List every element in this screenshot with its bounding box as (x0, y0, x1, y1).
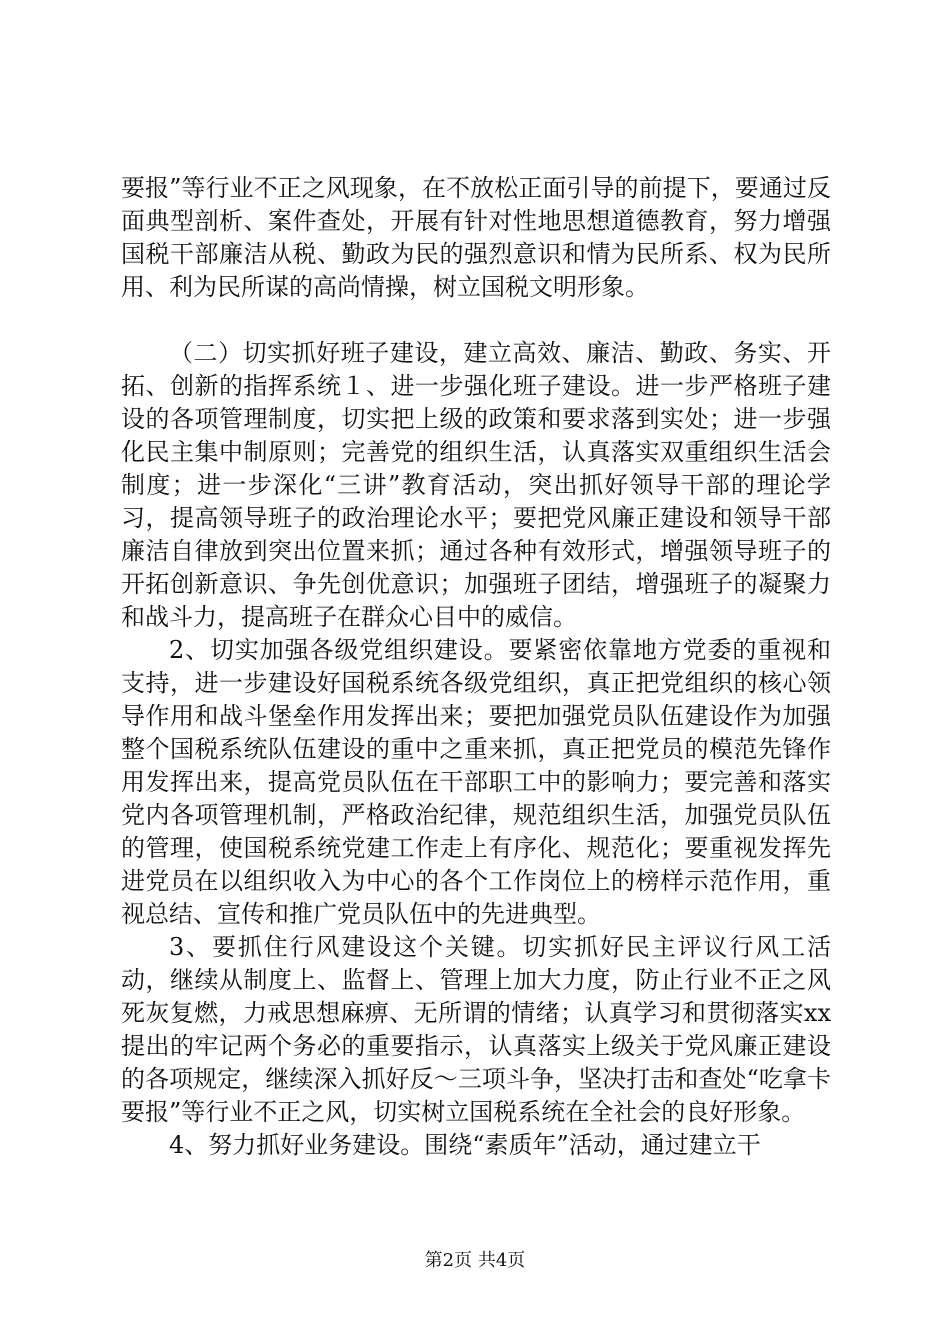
page-number-footer: 第2页 共4页 (424, 1250, 526, 1271)
paragraph-section-two: （二）切实抓好班子建设，建立高效、廉洁、勤政、务实、开拓、创新的指挥系统１、进一步强化班子建设。进一步严格班子建设的各项管理制度，切实把上级的政策和要求落到实处；进一步强化民主集中制原则；完善党的组织生活，认真落实双重组织生活会制度；进一步深化“三讲”教育活动，突出抓好领导干部的理论学习，提高领导班子的政治理论水平；要把党风廉正建设和领导干部廉洁自律放到突出位置来抓；通过各种有效形式，增强领导班子的开拓创新意识、争先创优意识；加强班子团结，增强班子的凝聚力和战斗力，提高班子在群众心目中的威信。 (121, 339, 831, 631)
document-body (121, 172, 831, 1162)
paragraph-item-4: 4、努力抓好业务建设。围绕“素质年”活动，通过建立干 (169, 1131, 761, 1159)
paragraph-item-3: 3、要抓住行风建设这个关键。切实抓好民主评议行风工活动，继续从制度上、监督上、管理上加大力度，防止行业不正之风死灰复燃，力戒思想麻痹、无所谓的情绪；认真学习和贯彻落实xx提出的牢记两个务必的重要指示，认真落实上级关于党风廉正建设的各项规定，继续深入抓好反～三项斗争，坚决打击和查处“吃拿卡要报”等行业不正之风，切实树立国税系统在全社会的良好形象。 (121, 933, 831, 1126)
paragraph-item-2: 2、切实加强各级党组织建设。要紧密依靠地方党委的重视和支持，进一步建设好国税系统各级党组织，真正把党组织的核心领导作用和战斗堡垒作用发挥出来；要把加强党员队伍建设作为加强整个国税系统队伍建设的重中之重来抓，真正把党员的模范先锋作用发挥出来，提高党员队伍在干部职工中的影响力；要完善和落实党内各项管理机制，严格政治纪律，规范组织生活，加强党员队伍的管理，使国税系统党建工作走上有序化、规范化；要重视发挥先进党员在以组织收入为中心的各个工作岗位上的榜样示范作用，重视总结、宣传和推广党员队伍中的先进典型。 (121, 636, 831, 928)
paragraph-continuation: 要报”等行业不正之风现象，在不放松正面引导的前提下，要通过反面典型剖析、案件查处，开展有针对性地思想道德教育，努力增强国税干部廉洁从税、勤政为民的强烈意识和情为民所系、权为民所用、利为民所谋的高尚情操，树立国税文明形象。 (121, 174, 831, 301)
